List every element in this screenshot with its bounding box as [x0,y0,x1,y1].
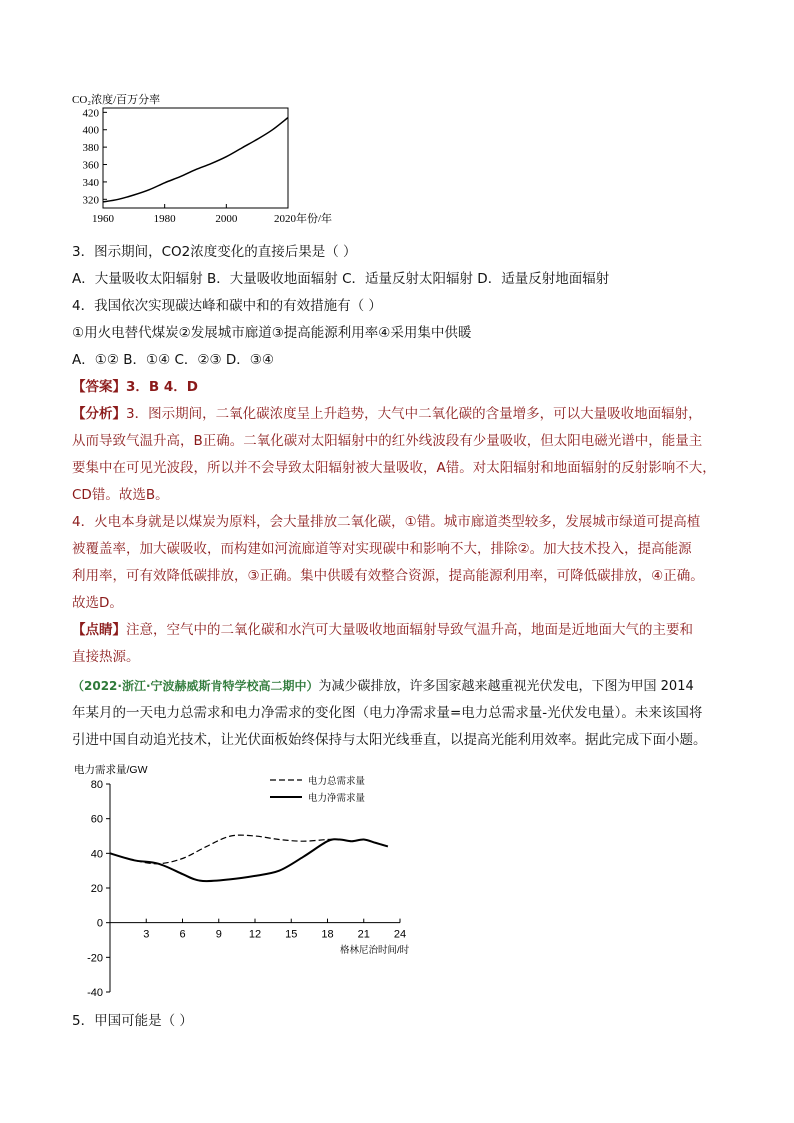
net-demand-curve [110,839,388,881]
chart1-xtick-label: 2020年份/年 [274,213,333,225]
chart1-ytick-label: 320 [82,194,99,207]
chart2-ytick-label: -20 [87,952,103,965]
intro-line-1 [72,677,694,696]
chart2-xtick-label: 9 [215,928,222,941]
comment-line-2: 直接热源。 [72,649,140,665]
comment-text: 注意，空气中的二氧化碳和水汽可大量吸收地面辐射导致气温升高，地面是近地面大气的主要和 [126,622,693,638]
legend-label-total: 电力总需求量 [308,776,366,787]
analysis-line-4: CD错。故选B。 [72,487,169,503]
intro-line-3: 引进中国自动追光技术，让光伏面板始终保持与太阳光线垂直，以提高光能利用效率。据此完成下面小题。 [72,732,707,748]
q3-options: A．大量吸收太阳辐射 B．大量吸收地面辐射 C．适量反射太阳辐射 D．适量反射地面辐射 [72,271,610,287]
chart1-ytick-label: 380 [82,142,99,155]
chart1-xtick-label: 1980 [153,213,176,225]
chart1-xtick-label: 2000 [215,213,238,225]
analysis-text: 3．图示期间，二氧化碳浓度呈上升趋势，大气中二氧化碳的含量增多，可以大量吸收地面辐射， [126,406,702,422]
analysis-tag: 【分析】 [72,406,126,422]
chart2-ytick-label: 60 [90,813,103,826]
chart2-xtick-label: 18 [321,928,334,941]
chart2-ytick-label: 80 [90,779,103,791]
co2-curve [103,118,288,202]
analysis-line-1 [72,405,702,423]
chart2-ytick-label: 40 [90,848,103,861]
analysis-line-5: 4．火电本身就是以煤炭为原料，会大量排放二氧化碳，①错。城市廊道类型较多，发展城市绿道可提高植 [72,514,701,530]
intro-source: （2022·浙江·宁波赫威斯肯特学校高二期中） [72,679,319,693]
analysis-line-6: 被覆盖率，加大碳吸收，而构建如河流廊道等对实现碳中和影响不大，排除②。加大技术投入，提高能源 [72,541,692,557]
q5-stem: 5．甲国可能是（ ） [72,1013,193,1029]
analysis-line-2: 从而导致气温升高，B正确。二氧化碳对太阳辐射中的红外线波段有少量吸收，但太阳电磁光谱中，能量主 [72,433,703,449]
chart2-xtick-label: 15 [285,928,298,941]
chart2-xtick-label: 6 [179,928,186,941]
chart1-plot-frame [103,108,288,208]
chart1-ytick-label: 420 [82,107,99,120]
chart2-xtick-label: 12 [248,928,262,941]
chart1-ytick-label: 360 [82,159,99,172]
total-demand-curve [110,835,388,864]
answer-tag: 【答案】 [72,379,126,395]
chart2-xlabel: 格林尼治时间/时 [340,945,410,956]
chart1-ylabel: CO₂浓度/百万分率 [72,94,161,106]
q4-stem: 4．我国依次实现碳达峰和碳中和的有效措施有（ ） [72,298,382,314]
analysis-line-3: 要集中在可见光波段，所以并不会导致太阳辐射被大量吸收，A错。对太阳辐射和地面辐射的反射影响不大， [72,460,716,476]
answer-text: 3．B 4．D [126,379,198,395]
chart2-ytick-label: 20 [90,883,103,895]
chart1-xtick-label: 1960 [92,213,114,225]
comment-line-1 [72,621,693,639]
q4-options: A．①② B．①④ C．②③ D．③④ [72,352,275,368]
chart2-xtick-label: 3 [143,928,150,941]
chart2-xtick-label: 21 [357,928,370,941]
analysis-line-7: 利用率，可有效降低碳排放，③正确。集中供暖有效整合资源，提高能源利用率，可降低碳排放，④正确。 [72,568,704,584]
chart1-ytick-label: 340 [82,176,99,189]
chart2-ytick-label: 0 [96,917,103,930]
chart2-ylabel: 电力需求量/GW [74,764,148,776]
power-demand-chart [70,760,440,1000]
q4-items: ①用火电替代煤炭②发展城市廊道③提高能源利用率④采用集中供暖 [72,325,472,341]
analysis-line-8: 故选D。 [72,595,123,611]
legend-label-net: 电力净需求量 [308,793,366,804]
chart1-ytick-label: 400 [82,124,99,137]
chart2-xtick-label: 24 [393,928,407,941]
intro-line-2: 年某月的一天电力总需求和电力净需求的变化图（电力净需求量=电力总需求量-光伏发电量）。未来该国将 [72,705,703,721]
co2-concentration-chart [60,88,333,236]
answer-line [72,378,198,396]
q3-stem: 3．图示期间，CO2浓度变化的直接后果是（ ） [72,244,357,260]
comment-tag: 【点睛】 [72,622,126,638]
intro-text: 为减少碳排放，许多国家越来越重视光伏发电，下图为甲国 2014 [318,679,694,694]
chart2-ytick-label: -40 [87,987,103,999]
